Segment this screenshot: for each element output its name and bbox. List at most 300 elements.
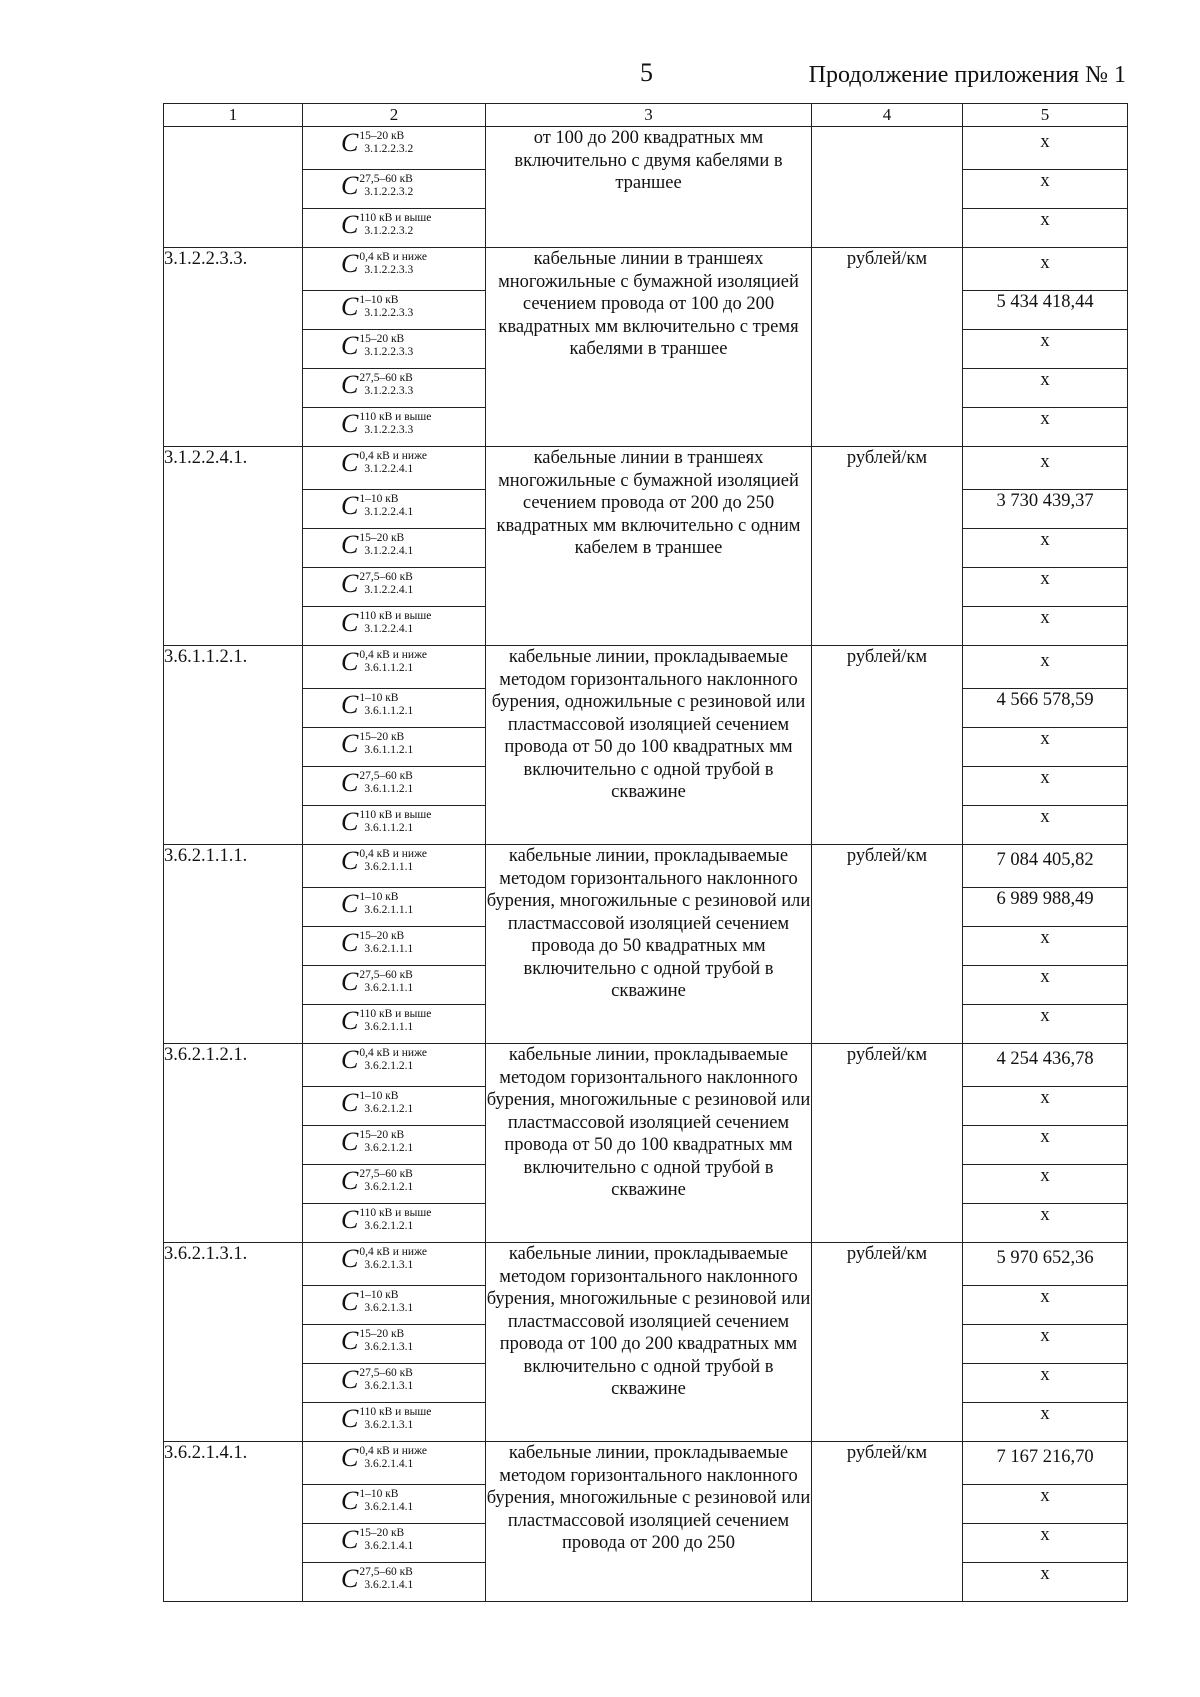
rate-symbol-indices — [359, 1406, 431, 1432]
rate-symbol-cell — [303, 330, 486, 369]
voltage-class: 1–10 кВ — [359, 891, 399, 903]
voltage-class: 15–20 кВ — [359, 1129, 405, 1141]
rate-symbol-letter: C — [341, 448, 359, 477]
rate-symbol — [341, 1166, 413, 1196]
rate-symbol-letter: C — [341, 928, 359, 957]
rate-value: 5 970 652,36 — [963, 1243, 1128, 1286]
rate-symbol-cell — [303, 1286, 486, 1325]
item-code: 3.6.1.1.2.1 — [364, 744, 414, 756]
rate-value: x — [963, 1325, 1128, 1364]
item-number: 3.6.2.1.1.1. — [164, 845, 303, 1044]
rate-symbol — [341, 530, 413, 560]
rate-symbol-indices — [359, 1207, 431, 1233]
item-code: 3.6.2.1.3.1 — [364, 1380, 414, 1392]
rate-value: x — [963, 127, 1128, 170]
rate-symbol — [341, 1564, 413, 1594]
rate-symbol-letter: C — [341, 807, 359, 836]
item-description: кабельные линии, прокладываемые методом горизонтального наклонного бурения, многожильные с резиновой или пластмассовой изоляцией сечением провода от 200 до 250 — [486, 1442, 812, 1602]
item-code: 3.6.2.1.2.1 — [364, 1060, 414, 1072]
voltage-class: 110 кВ и выше — [359, 1406, 432, 1418]
rate-symbol-indices — [359, 493, 413, 519]
rate-value: x — [963, 1364, 1128, 1403]
voltage-class: 0,4 кВ и ниже — [359, 1047, 427, 1059]
item-code: 3.1.2.2.4.1 — [364, 623, 414, 635]
rate-value: x — [963, 330, 1128, 369]
rate-value: x — [963, 1563, 1128, 1602]
rate-value: x — [963, 1485, 1128, 1524]
table-row — [164, 447, 1128, 490]
rate-symbol-indices — [359, 848, 427, 874]
rate-symbol — [341, 967, 413, 997]
voltage-class: 1–10 кВ — [359, 1090, 399, 1102]
rate-symbol — [341, 1365, 413, 1395]
rate-symbol-cell — [303, 607, 486, 646]
rate-symbol-cell — [303, 689, 486, 728]
rate-symbol — [341, 210, 431, 240]
rate-value: x — [963, 1165, 1128, 1204]
item-code: 3.6.2.1.4.1 — [364, 1458, 414, 1470]
table-row — [164, 1044, 1128, 1087]
rate-symbol-cell — [303, 806, 486, 845]
continuation-heading: Продолжение приложения № 1 — [808, 62, 1126, 88]
rate-symbol-cell — [303, 888, 486, 927]
rate-symbol-letter: C — [341, 409, 359, 438]
item-code: 3.6.1.1.2.1 — [364, 662, 414, 674]
rate-symbol-letter: C — [341, 1127, 359, 1156]
rate-symbol-cell — [303, 490, 486, 529]
rate-symbol-letter: C — [341, 1365, 359, 1394]
rate-symbol-indices — [359, 1129, 413, 1155]
page-number: 5 — [640, 58, 653, 87]
item-description: кабельные линии, прокладываемые методом горизонтального наклонного бурения, многожильные с резиновой или пластмассовой изоляцией сечением провода от 100 до 200 квадратных мм включительно с одной трубой в скважине — [486, 1243, 812, 1442]
voltage-class: 15–20 кВ — [359, 333, 405, 345]
rate-symbol-indices — [359, 212, 431, 238]
unit-of-measure: рублей/км — [812, 1243, 963, 1442]
voltage-class: 15–20 кВ — [359, 532, 405, 544]
item-description: кабельные линии, прокладываемые методом горизонтального наклонного бурения, одножильные с резиновой или пластмассовой изоляцией сечением провода от 50 до 100 квадратных мм включительно с одной трубой в скважине — [486, 646, 812, 845]
item-number: 3.6.2.1.3.1. — [164, 1243, 303, 1442]
rate-value: x — [963, 1204, 1128, 1243]
voltage-class: 0,4 кВ и ниже — [359, 1246, 427, 1258]
rate-symbol — [341, 370, 413, 400]
rate-symbol-letter: C — [341, 1287, 359, 1316]
rate-symbol-letter: C — [341, 491, 359, 520]
rate-symbol — [341, 1326, 413, 1356]
rate-symbol-cell — [303, 646, 486, 689]
item-code: 3.1.2.2.4.1 — [364, 545, 414, 557]
rate-symbol-cell — [303, 529, 486, 568]
rate-symbol-letter: C — [341, 967, 359, 996]
voltage-class: 0,4 кВ и ниже — [359, 450, 427, 462]
rate-symbol-letter: C — [341, 249, 359, 278]
rate-symbol-cell — [303, 447, 486, 490]
rate-symbol-letter: C — [341, 1486, 359, 1515]
rate-symbol-letter: C — [341, 171, 359, 200]
column-header: 1 — [164, 104, 303, 127]
rate-symbol-indices — [359, 1566, 413, 1592]
rate-symbol-indices — [359, 532, 413, 558]
rate-symbol — [341, 171, 413, 201]
rate-symbol-indices — [359, 610, 431, 636]
item-code: 3.1.2.2.3.3 — [364, 424, 414, 436]
rate-symbol-indices — [359, 891, 413, 917]
item-code: 3.6.2.1.3.1 — [364, 1419, 414, 1431]
rate-symbol-indices — [359, 173, 413, 199]
item-code: 3.6.1.1.2.1 — [364, 783, 414, 795]
voltage-class: 1–10 кВ — [359, 294, 399, 306]
voltage-class: 110 кВ и выше — [359, 610, 432, 622]
rate-symbol-cell — [303, 1325, 486, 1364]
item-code: 3.6.2.1.1.1 — [364, 943, 414, 955]
item-code: 3.6.2.1.2.1 — [364, 1220, 414, 1232]
item-code: 3.6.2.1.3.1 — [364, 1259, 414, 1271]
rate-symbol-cell — [303, 1563, 486, 1602]
rate-symbol-cell — [303, 127, 486, 170]
table-row — [164, 1442, 1128, 1485]
table-row — [164, 646, 1128, 689]
rate-symbol-letter: C — [341, 292, 359, 321]
voltage-class: 1–10 кВ — [359, 1488, 399, 1500]
rate-symbol — [341, 729, 413, 759]
rate-symbol-letter: C — [341, 331, 359, 360]
rate-symbol-indices — [359, 1289, 413, 1315]
voltage-class: 0,4 кВ и ниже — [359, 649, 427, 661]
item-code: 3.6.2.1.4.1 — [364, 1501, 414, 1513]
item-code: 3.6.2.1.1.1 — [364, 982, 414, 994]
voltage-class: 110 кВ и выше — [359, 1207, 432, 1219]
rate-symbol-indices — [359, 969, 413, 995]
rate-value: x — [963, 806, 1128, 845]
rate-value: x — [963, 966, 1128, 1005]
rate-value: 4 254 436,78 — [963, 1044, 1128, 1087]
rate-symbol — [341, 1006, 431, 1036]
rate-symbol — [341, 569, 413, 599]
unit-of-measure: рублей/км — [812, 1442, 963, 1602]
item-code: 3.1.2.2.4.1 — [364, 506, 414, 518]
rate-symbol-cell — [303, 1243, 486, 1286]
item-code: 3.6.2.1.4.1 — [364, 1540, 414, 1552]
rate-symbol — [341, 448, 427, 478]
rate-symbol-letter: C — [341, 1404, 359, 1433]
rate-symbol-indices — [359, 571, 413, 597]
table-row — [164, 127, 1128, 170]
rate-value: x — [963, 529, 1128, 568]
rate-value: x — [963, 568, 1128, 607]
rate-symbol-letter: C — [341, 1006, 359, 1035]
column-header: 3 — [486, 104, 812, 127]
rate-symbol-letter: C — [341, 1045, 359, 1074]
rate-symbol-cell — [303, 1485, 486, 1524]
voltage-class: 110 кВ и выше — [359, 809, 432, 821]
item-code: 3.1.2.2.3.2 — [364, 225, 414, 237]
rate-symbol-indices — [359, 294, 413, 320]
rate-symbol-cell — [303, 568, 486, 607]
voltage-class: 27,5–60 кВ — [359, 1566, 413, 1578]
rate-symbol-indices — [359, 930, 413, 956]
voltage-class: 27,5–60 кВ — [359, 1168, 413, 1180]
rate-symbol — [341, 409, 431, 439]
item-code: 3.6.2.1.1.1 — [364, 861, 414, 873]
rate-symbol-cell — [303, 1165, 486, 1204]
rate-value: x — [963, 607, 1128, 646]
voltage-class: 27,5–60 кВ — [359, 1367, 413, 1379]
item-description: кабельные линии, прокладываемые методом горизонтального наклонного бурения, многожильные с резиновой или пластмассовой изоляцией сечением провода до 50 квадратных мм включительно с одной трубой в скважине — [486, 845, 812, 1044]
voltage-class: 15–20 кВ — [359, 130, 405, 142]
rate-symbol-indices — [359, 1488, 413, 1514]
rate-symbol-indices — [359, 692, 413, 718]
item-code: 3.1.2.2.3.3 — [364, 307, 414, 319]
table-row — [164, 845, 1128, 888]
rate-symbol-cell — [303, 369, 486, 408]
rate-symbol-letter: C — [341, 1443, 359, 1472]
rate-value: x — [963, 408, 1128, 447]
item-code: 3.1.2.2.3.3 — [364, 346, 414, 358]
rate-symbol-letter: C — [341, 128, 359, 157]
item-code: 3.1.2.2.3.2 — [364, 186, 414, 198]
unit-of-measure: рублей/км — [812, 646, 963, 845]
voltage-class: 27,5–60 кВ — [359, 770, 413, 782]
rate-symbol-cell — [303, 1126, 486, 1165]
rate-symbol — [341, 1205, 431, 1235]
rate-value: x — [963, 1286, 1128, 1325]
rate-symbol — [341, 807, 431, 837]
rate-symbol — [341, 249, 427, 279]
rate-symbol-cell — [303, 966, 486, 1005]
rate-symbol-letter: C — [341, 1205, 359, 1234]
rate-symbol-cell — [303, 1442, 486, 1485]
rate-symbol-indices — [359, 372, 413, 398]
rate-symbol-indices — [359, 1047, 427, 1073]
unit-of-measure: рублей/км — [812, 845, 963, 1044]
rate-symbol-indices — [359, 1168, 413, 1194]
unit-of-measure: рублей/км — [812, 248, 963, 447]
voltage-class: 15–20 кВ — [359, 1527, 405, 1539]
item-code: 3.6.2.1.2.1 — [364, 1103, 414, 1115]
rate-value: x — [963, 646, 1128, 689]
voltage-class: 15–20 кВ — [359, 731, 405, 743]
rate-symbol-indices — [359, 130, 413, 156]
item-code: 3.1.2.2.4.1 — [364, 463, 414, 475]
rate-symbol-indices — [359, 251, 427, 277]
rate-symbol-indices — [359, 731, 413, 757]
rate-symbol — [341, 1287, 413, 1317]
rate-symbol — [341, 608, 431, 638]
rate-value: x — [963, 1524, 1128, 1563]
rate-symbol — [341, 647, 427, 677]
rate-symbol-letter: C — [341, 569, 359, 598]
rate-value: 6 989 988,49 — [963, 888, 1128, 927]
rate-symbol-letter: C — [341, 370, 359, 399]
rate-symbol — [341, 690, 413, 720]
item-code: 3.6.1.1.2.1 — [364, 822, 414, 834]
voltage-class: 27,5–60 кВ — [359, 969, 413, 981]
rate-value: x — [963, 927, 1128, 966]
rate-symbol-cell — [303, 1364, 486, 1403]
voltage-class: 110 кВ и выше — [359, 1008, 432, 1020]
rate-symbol-cell — [303, 408, 486, 447]
rate-symbol-letter: C — [341, 647, 359, 676]
rate-value: x — [963, 1005, 1128, 1044]
rate-symbol-indices — [359, 1367, 413, 1393]
item-code: 3.6.2.1.3.1 — [364, 1341, 414, 1353]
voltage-class: 27,5–60 кВ — [359, 173, 413, 185]
item-code: 3.1.2.2.3.3 — [364, 264, 414, 276]
voltage-class: 1–10 кВ — [359, 1289, 399, 1301]
voltage-class: 27,5–60 кВ — [359, 372, 413, 384]
tariff-table — [163, 103, 1128, 1602]
rate-symbol-letter: C — [341, 1166, 359, 1195]
rate-symbol — [341, 292, 413, 322]
rate-value: x — [963, 1087, 1128, 1126]
rate-symbol-indices — [359, 649, 427, 675]
rate-symbol-letter: C — [341, 690, 359, 719]
rate-symbol-cell — [303, 728, 486, 767]
item-code: 3.1.2.2.4.1 — [364, 584, 414, 596]
rate-value: x — [963, 728, 1128, 767]
rate-value: x — [963, 1126, 1128, 1165]
rate-value: 7 084 405,82 — [963, 845, 1128, 888]
rate-symbol — [341, 1045, 427, 1075]
item-code: 3.6.2.1.1.1 — [364, 904, 414, 916]
column-header: 4 — [812, 104, 963, 127]
item-code: 3.1.2.2.3.2 — [364, 143, 414, 155]
item-number: 3.1.2.2.4.1. — [164, 447, 303, 646]
unit-of-measure: рублей/км — [812, 447, 963, 646]
rate-symbol-indices — [359, 809, 431, 835]
voltage-class: 0,4 кВ и ниже — [359, 251, 427, 263]
voltage-class: 15–20 кВ — [359, 930, 405, 942]
rate-value: x — [963, 248, 1128, 291]
item-number — [164, 127, 303, 248]
item-code: 3.6.2.1.1.1 — [364, 1021, 414, 1033]
rate-value: 3 730 439,37 — [963, 490, 1128, 529]
voltage-class: 1–10 кВ — [359, 692, 399, 704]
table-row — [164, 1243, 1128, 1286]
rate-symbol-letter: C — [341, 608, 359, 637]
rate-symbol-indices — [359, 770, 413, 796]
rate-symbol-letter: C — [341, 1088, 359, 1117]
item-description: кабельные линии, прокладываемые методом горизонтального наклонного бурения, многожильные с резиновой или пластмассовой изоляцией сечением провода от 50 до 100 квадратных мм включительно с одной трубой в скважине — [486, 1044, 812, 1243]
table-header-row — [164, 104, 1128, 127]
rate-symbol-cell — [303, 845, 486, 888]
rate-symbol — [341, 846, 427, 876]
rate-symbol-cell — [303, 1044, 486, 1087]
item-description: кабельные линии в траншеях многожильные с бумажной изоляцией сечением провода от 100 до 200 квадратных мм включительно с тремя кабелями в траншее — [486, 248, 812, 447]
rate-symbol-cell — [303, 1005, 486, 1044]
rate-symbol — [341, 1088, 413, 1118]
rate-symbol-letter: C — [341, 530, 359, 559]
voltage-class: 27,5–60 кВ — [359, 571, 413, 583]
rate-value: 7 167 216,70 — [963, 1442, 1128, 1485]
rate-symbol-cell — [303, 1087, 486, 1126]
rate-symbol — [341, 1525, 413, 1555]
rate-symbol — [341, 128, 413, 158]
rate-symbol — [341, 1127, 413, 1157]
rate-symbol — [341, 768, 413, 798]
rate-symbol-letter: C — [341, 729, 359, 758]
rate-symbol-letter: C — [341, 1326, 359, 1355]
rate-symbol-indices — [359, 1008, 431, 1034]
rate-symbol — [341, 928, 413, 958]
item-code: 3.6.2.1.2.1 — [364, 1142, 414, 1154]
voltage-class: 0,4 кВ и ниже — [359, 848, 427, 860]
item-code: 3.6.2.1.2.1 — [364, 1181, 414, 1193]
rate-symbol-cell — [303, 170, 486, 209]
rate-symbol-indices — [359, 333, 413, 359]
rate-symbol-letter: C — [341, 1525, 359, 1554]
rate-symbol — [341, 1486, 413, 1516]
rate-value: 5 434 418,44 — [963, 291, 1128, 330]
rate-symbol-letter: C — [341, 768, 359, 797]
voltage-class: 0,4 кВ и ниже — [359, 1445, 427, 1457]
item-code: 3.6.2.1.3.1 — [364, 1302, 414, 1314]
rate-symbol-cell — [303, 1524, 486, 1563]
item-description: кабельные линии в траншеях многожильные с бумажной изоляцией сечением провода от 200 до 250 квадратных мм включительно с одним кабелем в траншее — [486, 447, 812, 646]
rate-symbol-indices — [359, 1090, 413, 1116]
rate-symbol-letter: C — [341, 1564, 359, 1593]
item-number: 3.1.2.2.3.3. — [164, 248, 303, 447]
rate-symbol-indices — [359, 1527, 413, 1553]
rate-value: x — [963, 767, 1128, 806]
voltage-class: 15–20 кВ — [359, 1328, 405, 1340]
rate-symbol — [341, 889, 413, 919]
item-number: 3.6.2.1.2.1. — [164, 1044, 303, 1243]
item-code: 3.1.2.2.3.3 — [364, 385, 414, 397]
rate-symbol — [341, 331, 413, 361]
rate-symbol-cell — [303, 1403, 486, 1442]
rate-value: 4 566 578,59 — [963, 689, 1128, 728]
item-number: 3.6.1.1.2.1. — [164, 646, 303, 845]
rate-value: x — [963, 447, 1128, 490]
voltage-class: 110 кВ и выше — [359, 212, 432, 224]
rate-symbol-indices — [359, 450, 427, 476]
rate-symbol-cell — [303, 927, 486, 966]
column-header: 5 — [963, 104, 1128, 127]
unit-of-measure: рублей/км — [812, 1044, 963, 1243]
rate-symbol-letter: C — [341, 210, 359, 239]
rate-symbol-cell — [303, 209, 486, 248]
item-number: 3.6.2.1.4.1. — [164, 1442, 303, 1602]
rate-value: x — [963, 170, 1128, 209]
unit-of-measure — [812, 127, 963, 248]
rate-symbol — [341, 1443, 427, 1473]
rate-symbol-cell — [303, 291, 486, 330]
voltage-class: 1–10 кВ — [359, 493, 399, 505]
rate-symbol-indices — [359, 1328, 413, 1354]
column-header: 2 — [303, 104, 486, 127]
rate-symbol-letter: C — [341, 889, 359, 918]
voltage-class: 110 кВ и выше — [359, 411, 432, 423]
rate-symbol-cell — [303, 767, 486, 806]
rate-value: x — [963, 369, 1128, 408]
rate-value: x — [963, 1403, 1128, 1442]
rate-symbol-cell — [303, 1204, 486, 1243]
rate-symbol-letter: C — [341, 846, 359, 875]
item-code: 3.6.1.1.2.1 — [364, 705, 414, 717]
rate-symbol-indices — [359, 411, 431, 437]
rate-symbol-indices — [359, 1445, 427, 1471]
item-description: от 100 до 200 квадратных мм включительно с двумя кабелями в траншее — [486, 127, 812, 248]
rate-symbol — [341, 1404, 431, 1434]
rate-symbol-cell — [303, 248, 486, 291]
item-code: 3.6.2.1.4.1 — [364, 1579, 414, 1591]
rate-value: x — [963, 209, 1128, 248]
rate-symbol — [341, 1244, 427, 1274]
rate-symbol-indices — [359, 1246, 427, 1272]
rate-symbol — [341, 491, 413, 521]
rate-symbol-letter: C — [341, 1244, 359, 1273]
table-row — [164, 248, 1128, 291]
